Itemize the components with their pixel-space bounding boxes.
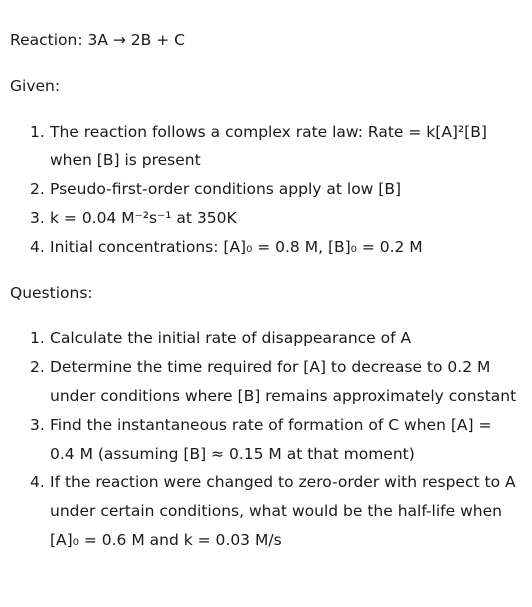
questions-list xyxy=(10,324,522,554)
question-item: Calculate the initial rate of disappearance of A xyxy=(50,329,412,348)
given-item: k = 0.04 M⁻²s⁻¹ at 350K xyxy=(50,208,237,227)
given-item: The reaction follows a complex rate law: Rate = k[A]²[B] when [B] is present xyxy=(50,122,487,170)
given-list xyxy=(10,118,522,262)
given-item: Initial concentrations: [A]₀ = 0.8 M, [B]₀ = 0.2 M xyxy=(50,237,423,256)
question-item: If the reaction were changed to zero-order with respect to A under certain conditions, what would be the half-life when [A]₀ = 0.6 M and k = 0.03 M/s xyxy=(50,473,516,549)
questions-heading: Questions: xyxy=(10,283,93,302)
question-item: Find the instantaneous rate of formation of C when [A] = 0.4 M (assuming [B] ≈ 0.15 M at that moment) xyxy=(50,415,492,463)
reaction-statement: Reaction: 3A → 2B + C xyxy=(10,31,185,49)
given-item: Pseudo-first-order conditions apply at low [B] xyxy=(50,180,402,199)
given-heading: Given: xyxy=(10,76,61,95)
question-item: Determine the time required for [A] to decrease to 0.2 M under conditions where [B] remains approximately constant xyxy=(50,358,517,405)
